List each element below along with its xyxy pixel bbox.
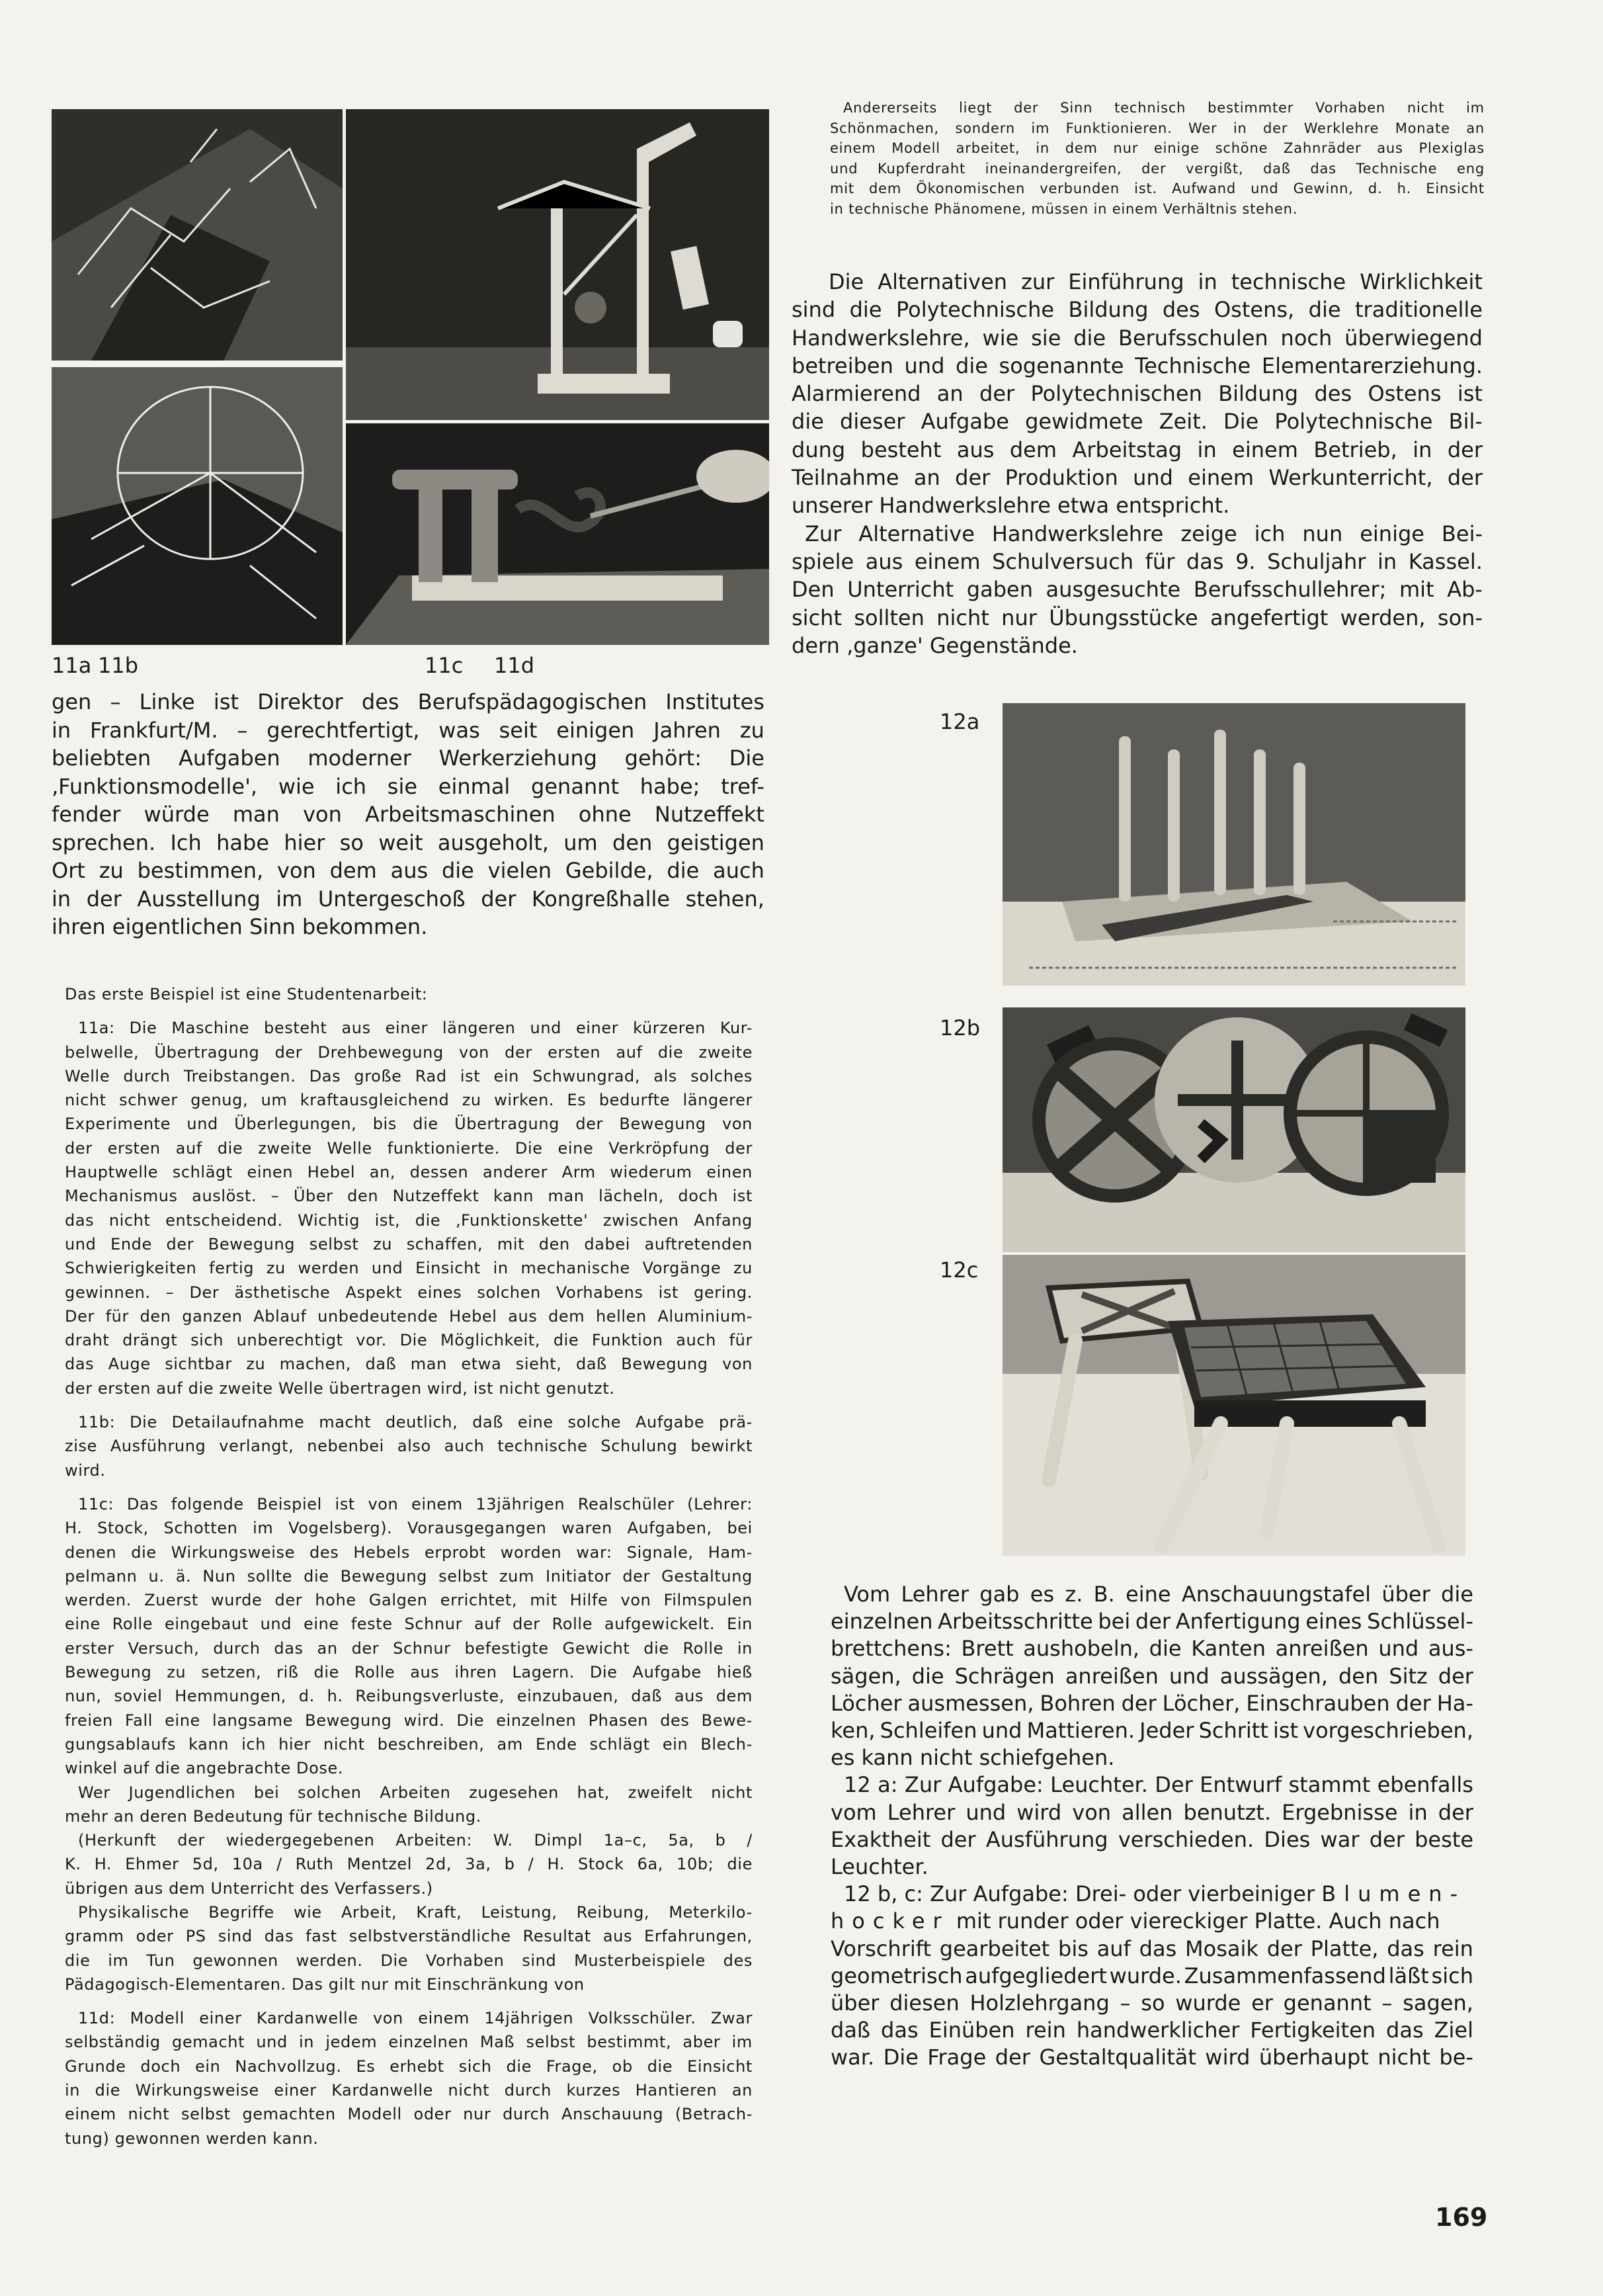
text-line: ‚Funktionsmodelle', wie ich sie einmal genannt habe; tref- [52,773,764,799]
text-line: ken, Schleifen und Mattieren. Jeder Schritt ist vorgeschrieben, [831,1718,1473,1744]
text-line: 11d: Modell einer Kardanwelle von einem 14jährigen Volksschüler. Zwar [78,2009,753,2028]
photo-12c [1003,1255,1465,1556]
text-line: einzelnen Arbeitsschritte bei der Anfertigung eines Schlüssel- [831,1609,1473,1635]
text-line: winkel auf die angebrachte Dose. [65,1759,344,1778]
text-line: Schwierigkeiten fertig zu werden und Einsicht in mechanische Vorgänge zu [65,1259,753,1278]
photo-12b [1003,1007,1465,1252]
text-line: freien Fall eine langsame Bewegung wird. Die einzelnen Phasen des Bewe- [65,1711,753,1730]
photo-11b [52,367,343,645]
photo-12a [1003,703,1465,986]
left-body-text [52,688,764,941]
text-line: Bewegung zu setzen, riß die Rolle aus ihren Lagern. Die Aufgabe hieß [65,1663,753,1682]
text-line: sicht sollten nicht nur Übungsstücke angefertigt werden, son- [792,605,1483,630]
text-line [844,1881,1473,1908]
text-fragment: 12 b, c: Zur Aufgabe: Drei- oder vierbeiniger [844,1881,1315,1907]
text-line: draht drängt sich unberechtigt vor. Die Möglichkeit, die Funktion auch für [65,1331,753,1350]
text-line [831,1908,1473,1935]
text-line: in der Ausstellung im Untergeschoß der Kongreßhalle stehen, [52,886,764,912]
text-line: unserer Handwerkslehre etwa entspricht. [792,493,1230,519]
text-line: Physikalische Begriffe wie Arbeit, Kraft, Leistung, Reibung, Meterkilo- [78,1902,753,1922]
paragraph-11d [65,2006,753,2150]
text-line: das Auge sichtbar zu machen, daß man etwa sieht, daß Bewegung von [65,1355,753,1374]
text-line: dern ‚ganze' Gegenstände. [792,632,1078,658]
text-line: gewinnen. – Der ästhetische Aspekt eines solchen Vorhabens ist gering. [65,1283,753,1302]
text-line: erster Versuch, durch das an der Schnur befestigte Gewicht die Rolle in [65,1638,753,1658]
text-line: werden. Zuerst wurde der hohe Galgen errichtet, mit Hilfe von Filmspulen [65,1591,753,1610]
text-line: Die Alternativen zur Einführung in technische Wirklichkeit [829,269,1483,294]
photo-11a [52,109,343,361]
paragraph-11b [65,1410,753,1482]
text-line: der ersten auf die zweite Welle funktionierte. Die eine Verkröpfung der [65,1138,753,1158]
text-line: Schönmachen, sondern im Funktionieren. Wer in der Werklehre Monate an [830,120,1485,136]
text-line: Alarmierend an der Polytechnischen Bildung des Ostens ist [792,381,1483,407]
text-line: sind die Polytechnische Bildung des Ostens, die traditionelle [792,297,1483,323]
text-line: der ersten auf die zweite Welle übertragen wird, ist nicht genutzt. [65,1379,615,1398]
text-line: gungsablaufs kann ich hier nicht beschreiben, am Ende schlägt ein Blech- [65,1734,753,1754]
text-line: einem Modell arbeitet, in dem nur einige schöne Zahnräder aus Plexiglas [830,140,1485,156]
caption-12a: 12a [940,709,980,734]
caption-12c: 12c [940,1257,979,1283]
text-line: sägen, die Schrägen anreißen und aussägen, den Sitz der [831,1663,1473,1689]
text-line: daß das Einüben rein handwerklicher Fertigkeiten das Ziel [831,2018,1473,2043]
text-line: denen die Wirkungsweise des Hebels erprobt worden war: Signale, Ham- [65,1543,753,1562]
caption-11a: 11a [52,653,92,678]
text-line: über diesen Holzlehrgang – so wurde er genannt – sagen, [831,1990,1473,2016]
text-line: Zur Alternative Handwerkslehre zeige ich nun einige Bei- [805,521,1483,546]
right-body-2 [831,1581,1473,2072]
text-line: 11b: Die Detailaufnahme macht deutlich, daß eine solche Aufgabe prä- [78,1413,753,1432]
text-line: einem nicht selbst gemachten Modell oder nur durch Anschauung (Betrach- [65,2105,753,2124]
text-line: in die Wirkungsweise einer Kardanwelle nicht durch kurzes Hantieren an [65,2081,753,2100]
text-line: nicht schwer genug, um kraftausgleichend zu wirken. Es bedurfte längerer [65,1091,753,1110]
paragraph-physik [65,1900,753,1996]
text-line: Pädagogisch-Elementaren. Das gilt nur mit Einschränkung von [65,1975,585,1994]
left-notes [65,982,753,2150]
text-line: Löcher ausmessen, Bohren der Löcher, Einschrauben der Ha- [831,1690,1473,1716]
text-line: spiele aus einem Schulversuch für das 9. Schuljahr in Kassel. [792,548,1483,574]
text-line: nun, soviel Hemmungen, d. h. Reibungsverluste, einzubauen, daß aus dem [65,1687,753,1706]
caption-11b: 11b [98,653,139,678]
text-line: dung besteht aus dem Arbeitstag in einem Betrieb, in der [792,437,1483,462]
text-line: sprechen. Ich habe hier so weit ausgeholt, um den geistigen [52,829,764,855]
text-line: gen – Linke ist Direktor des Berufspädagogischen Institutes [52,689,764,714]
text-line: 11a: Die Maschine besteht aus einer längeren und einer kürzeren Kur- [78,1019,753,1038]
text-line: die im Tun gewonnen werden. Die Vorhaben sind Musterbeispiele des [65,1951,753,1970]
paragraph-credits [65,1828,753,1900]
text-line: und Ende der Bewegung selbst zu schaffen, mit den dabei auftretenden [65,1234,753,1254]
caption-11c: 11c [425,653,464,678]
text-line: Vorschrift gearbeitet bis auf das Mosaik der Platte, das rein [831,1935,1473,1961]
text-line: 12 a: Zur Aufgabe: Leuchter. Der Entwurf stammt ebenfalls [844,1772,1473,1798]
text-line: Welle durch Treibstangen. Das große Rad ist ein Schwungrad, als solches [65,1066,753,1085]
text-line: wird. [65,1461,106,1480]
text-line: und Kupferdraht ineinandergreifen, der vergißt, daß das Technische eng [830,160,1485,177]
text-line: betreiben und die sogenannte Technische Elementarerziehung. [792,353,1483,378]
text-line: Der für den ganzen Ablauf unbedeutende Hebel aus dem hellen Aluminium- [65,1306,753,1326]
text-line: war. Die Frage der Gestaltqualität wird überhaupt nicht be- [831,2045,1473,2070]
text-line: beliebten Aufgaben moderner Werkerziehung gehört: Die [52,745,764,771]
text-spaced: hocker [831,1908,950,1934]
text-line: (Herkunft der wiedergegebenen Arbeiten: W. Dimpl 1a–c, 5a, b / [78,1831,753,1850]
text-line: ihren eigentlichen Sinn bekommen. [52,914,428,939]
text-line: mehr an deren Bedeutung für technische Bildung. [65,1807,481,1826]
text-line: eine Rolle eingebaut und eine feste Schnur auf der Rolle aufgewickelt. Ein [65,1615,753,1634]
text-line: Grunde doch ein Nachvollzug. Es erhebt sich die Frage, ob die Einsicht [65,2057,753,2076]
paragraph-11a [78,1016,753,1040]
text-line: Wer Jugendlichen bei solchen Arbeiten zugesehen hat, zweifelt nicht [78,1783,753,1802]
text-line: Andererseits liegt der Sinn technisch bestimmter Vorhaben nicht im [843,100,1485,116]
text-line: Den Unterricht gaben ausgesuchte Berufsschullehrer; mit Ab- [792,577,1483,603]
text-line: Vom Lehrer gab es z. B. eine Anschauungstafel über die [844,1582,1473,1607]
text-line: gramm oder PS sind das fast selbstverständliche Resultat aus Erfahrungen, [65,1927,753,1946]
caption-12b: 12b [940,1015,981,1041]
text-line: Mechanismus auslöst. – Über den Nutzeffekt kann man lächeln, doch ist [65,1187,753,1206]
text-line: in Frankfurt/M. – gerechtfertigt, was seit einigen Jahren zu [52,717,764,743]
text-line: vom Lehrer und wird von allen benutzt. Ergebnisse in der [831,1799,1473,1825]
right-intro [830,98,1485,219]
text-line: Handwerkslehre, wie sie die Berufsschulen noch überwiegend [792,325,1483,351]
text-line: K. H. Ehmer 5d, 10a / Ruth Mentzel 2d, 3a, b / H. Stock 6a, 10b; die [65,1855,753,1874]
photo-11d [346,423,769,645]
text-line: die dieser Aufgabe gewidmete Zeit. Die Polytechnische Bil- [792,409,1483,435]
text-fragment: mit runder oder viereckiger Platte. Auch nach [956,1908,1440,1934]
text-line: mit dem Ökonomischen verbunden ist. Aufwand und Gewinn, d. h. Einsicht [830,181,1485,196]
intro-line: Das erste Beispiel ist eine Studentenarbeit: [65,985,428,1003]
text-line: zise Ausführung verlangt, nebenbei also auch technische Schulung bewirkt [65,1437,753,1456]
text-line: H. Stock, Schotten im Vogelsberg). Vorausgegangen waren Aufgaben, bei [65,1519,753,1538]
paragraph-jugend [65,1781,753,1829]
text-line: brettchens: Brett aushobeln, die Kanten anreißen und aus- [831,1636,1473,1662]
caption-11d: 11d [494,653,535,678]
text-line: geometrisch aufgegliedert wurde. Zusammenfassend läßt sich [831,1963,1473,1988]
text-line: in technische Phänomene, müssen in einem Verhältnis stehen. [830,200,1298,217]
page-number: 169 [1435,2203,1488,2232]
text-line: Exaktheit der Ausführung verschieden. Dies war der beste [831,1826,1473,1852]
paragraph-11a-cont [65,1041,753,1400]
text-line: Experimente und Überlegungen, bis die Übertragung der Bewegung von [65,1115,753,1134]
text-spaced: Blumen- [1321,1881,1466,1907]
photo-11c [346,109,769,420]
paragraph-11c [65,1492,753,1781]
text-line: übrigen aus dem Unterricht des Verfassers.) [65,1879,433,1898]
text-line: tung) gewonnen werden kann. [65,2129,319,2148]
text-line: fender würde man von Arbeitsmaschinen ohne Nutzeffekt [52,802,764,827]
text-line: pelmann u. ä. Nun sollte die Bewegung selbst zum Initiator der Gestaltung [65,1566,753,1586]
text-line: belwelle, Übertragung der Drehbewegung von der ersten auf die zweite [65,1042,753,1062]
text-line: das nicht entscheidend. Wichtig ist, die ‚Funktionskette' zwischen Anfang [65,1211,753,1230]
right-body-1 [792,268,1483,659]
text-line: 11c: Das folgende Beispiel ist von einem 13jährigen Realschüler (Lehrer: [78,1494,753,1513]
text-line: es kann nicht schiefgehen. [831,1745,1115,1771]
text-line: Ort zu bestimmen, von dem aus die vielen Gebilde, die auch [52,858,764,883]
text-line: selbständig gemacht und in jedem einzelnen Maß selbst bestimmt, aber im [65,2033,753,2052]
text-line: Teilnahme an der Produktion und einem Werkunterricht, der [792,465,1483,491]
text-line: Hauptwelle schlägt einen Hebel an, dessen anderer Arm wiederum einen [65,1163,753,1182]
text-line: Leuchter. [831,1854,928,1880]
